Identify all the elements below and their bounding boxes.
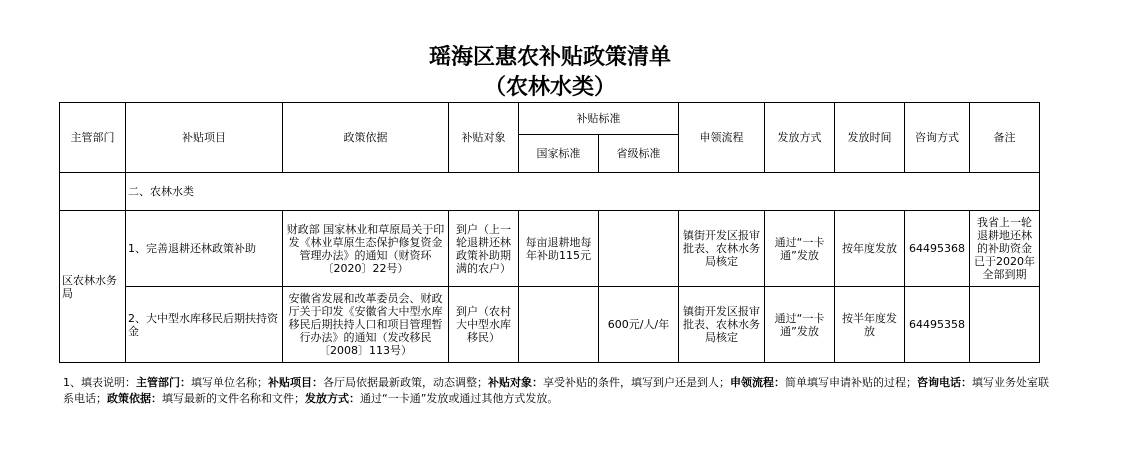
footnote-value: 各厅局依据最新政策，动态调整； <box>323 376 488 389</box>
cell-provincial <box>599 211 679 287</box>
cell-time: 按年度发放 <box>835 211 905 287</box>
cell-method: 通过“一卡通”发放 <box>765 287 835 363</box>
footnote-value: 填写单位名称； <box>191 376 268 389</box>
header-national: 国家标准 <box>519 135 599 173</box>
footnote-key: 主管部门： <box>136 376 191 389</box>
cell-process: 镇街开发区报审批表、农林水务局核定 <box>679 287 765 363</box>
cell-item: 2、大中型水库移民后期扶持资金 <box>126 287 283 363</box>
cell-target: 到户（上一轮退耕还林政策补助期满的农户） <box>449 211 519 287</box>
table-row <box>60 211 1040 287</box>
header-target: 补贴对象 <box>449 103 519 173</box>
policy-table <box>59 102 1040 363</box>
cell-process: 镇街开发区报审批表、农林水务局核定 <box>679 211 765 287</box>
cell-basis: 安徽省发展和改革委员会、财政厅关于印发《安徽省大中型水库移民后期扶持人口和项目管理暂行办法》的通知（发改移民〔2008〕113号） <box>283 287 449 363</box>
footnote-value: 通过“一卡通”发放或通过其他方式发放。 <box>360 392 559 405</box>
footnote-key: 咨询电话： <box>917 376 972 389</box>
cell-basis: 财政部 国家林业和草原局关于印发《林业草原生态保护修复资金管理办法》的通知（财资环〔2020〕22号） <box>283 211 449 287</box>
cell-remark <box>970 287 1040 363</box>
footnote-value: 填写业务处室联系电话； <box>63 376 1049 405</box>
cell-national: 每亩退耕地每年补助115元 <box>519 211 599 287</box>
cell-contact: 64495368 <box>905 211 970 287</box>
footnote-key: 发放方式： <box>305 392 360 405</box>
footnote-value: 享受补贴的条件，填写到户还是到人； <box>543 376 730 389</box>
header-provincial: 省级标准 <box>599 135 679 173</box>
header-time: 发放时间 <box>835 103 905 173</box>
table-row <box>60 287 1040 363</box>
section-dept-blank <box>60 173 126 211</box>
cell-item: 1、完善退耕还林政策补助 <box>126 211 283 287</box>
section-label: 二、农林水类 <box>126 173 1040 211</box>
cell-contact: 64495358 <box>905 287 970 363</box>
cell-remark: 我省上一轮退耕地还林的补助资金已于2020年全部到期 <box>970 211 1040 287</box>
header-standard: 补贴标准 <box>519 103 679 135</box>
page-subtitle: （农林水类） <box>483 74 616 100</box>
department-cell: 区农林水务局 <box>60 211 126 363</box>
footnote <box>63 375 1053 407</box>
cell-provincial: 600元/人/年 <box>599 287 679 363</box>
cell-national <box>519 287 599 363</box>
footnote-key: 补贴对象： <box>488 376 543 389</box>
page-title: 瑶海区惠农补贴政策清单 <box>428 44 671 70</box>
cell-method: 通过“一卡通”发放 <box>765 211 835 287</box>
footnote-key: 申领流程： <box>730 376 785 389</box>
header-contact: 咨询方式 <box>905 103 970 173</box>
footnote-key: 政策依据： <box>107 392 162 405</box>
header-process: 申领流程 <box>679 103 765 173</box>
cell-target: 到户（农村大中型水库移民） <box>449 287 519 363</box>
header-remark: 备注 <box>970 103 1040 173</box>
header-item: 补贴项目 <box>126 103 283 173</box>
footnote-value: 简单填写申请补贴的过程； <box>785 376 917 389</box>
footnote-value: 填写最新的文件名称和文件； <box>162 392 305 405</box>
header-method: 发放方式 <box>765 103 835 173</box>
footnote-prefix: 1、填表说明： <box>63 376 136 389</box>
header-basis: 政策依据 <box>283 103 449 173</box>
cell-time: 按半年度发放 <box>835 287 905 363</box>
header-dept: 主管部门 <box>60 103 126 173</box>
footnote-key: 补贴项目： <box>268 376 323 389</box>
